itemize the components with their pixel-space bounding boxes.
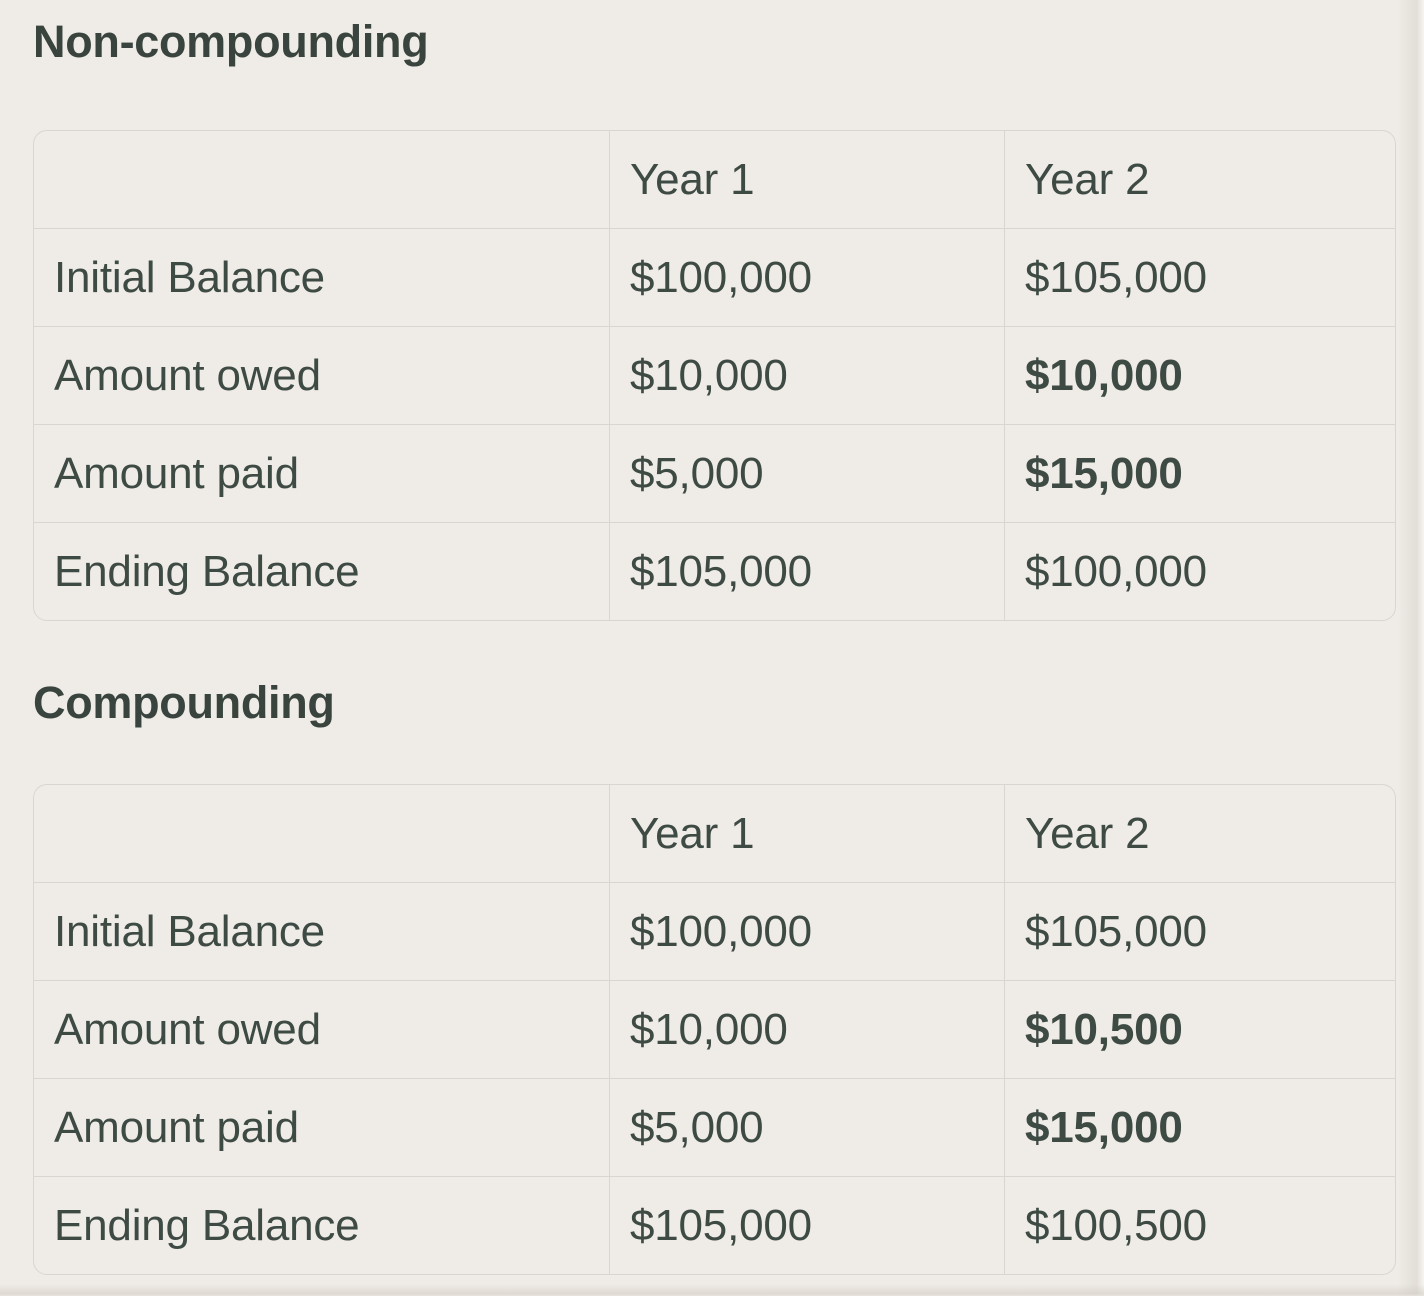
row-label: Initial Balance [54, 252, 325, 302]
table-row-ending-balance [34, 522, 1395, 620]
cell-year1: $105,000 [609, 523, 1004, 620]
cell-year2: $10,500 [1004, 981, 1395, 1078]
header-cell-year1: Year 1 [609, 785, 1004, 882]
compounding-table [33, 784, 1396, 1275]
table-row-amount-paid [34, 1078, 1395, 1176]
cell-year1: $100,000 [609, 229, 1004, 326]
cell-year1: $100,000 [609, 883, 1004, 980]
section-title-compounding: Compounding [33, 677, 335, 728]
table-row-ending-balance [34, 1176, 1395, 1274]
cell-year2: $15,000 [1004, 1079, 1395, 1176]
row-label: Amount owed [54, 350, 321, 400]
cell-year1: $5,000 [609, 425, 1004, 522]
row-label: Ending Balance [54, 546, 360, 596]
table-row-amount-paid [34, 424, 1395, 522]
non-compounding-table [33, 130, 1396, 621]
cell-year2: $100,000 [1004, 523, 1395, 620]
header-cell-year2: Year 2 [1004, 785, 1395, 882]
cell-year1: $105,000 [609, 1177, 1004, 1274]
table-row-initial-balance [34, 882, 1395, 980]
page-edge-shading-bottom [0, 1284, 1424, 1296]
table-row-initial-balance [34, 228, 1395, 326]
header-cell-year1: Year 1 [609, 131, 1004, 228]
table-row-amount-owed [34, 326, 1395, 424]
cell-year1: $10,000 [609, 327, 1004, 424]
cell-year2: $15,000 [1004, 425, 1395, 522]
row-label: Amount paid [54, 448, 299, 498]
table-header-row [34, 131, 1395, 228]
section-title-non-compounding: Non-compounding [33, 16, 429, 67]
cell-year2: $10,000 [1004, 327, 1395, 424]
header-cell-blank [34, 131, 609, 228]
cell-year2: $105,000 [1004, 883, 1395, 980]
header-cell-year2: Year 2 [1004, 131, 1395, 228]
row-label: Ending Balance [54, 1200, 360, 1250]
table-row-amount-owed [34, 980, 1395, 1078]
row-label: Amount owed [54, 1004, 321, 1054]
cell-year1: $10,000 [609, 981, 1004, 1078]
cell-year1: $5,000 [609, 1079, 1004, 1176]
header-cell-blank [34, 785, 609, 882]
row-label: Initial Balance [54, 906, 325, 956]
row-label: Amount paid [54, 1102, 299, 1152]
table-header-row [34, 785, 1395, 882]
cell-year2: $100,500 [1004, 1177, 1395, 1274]
cell-year2: $105,000 [1004, 229, 1395, 326]
